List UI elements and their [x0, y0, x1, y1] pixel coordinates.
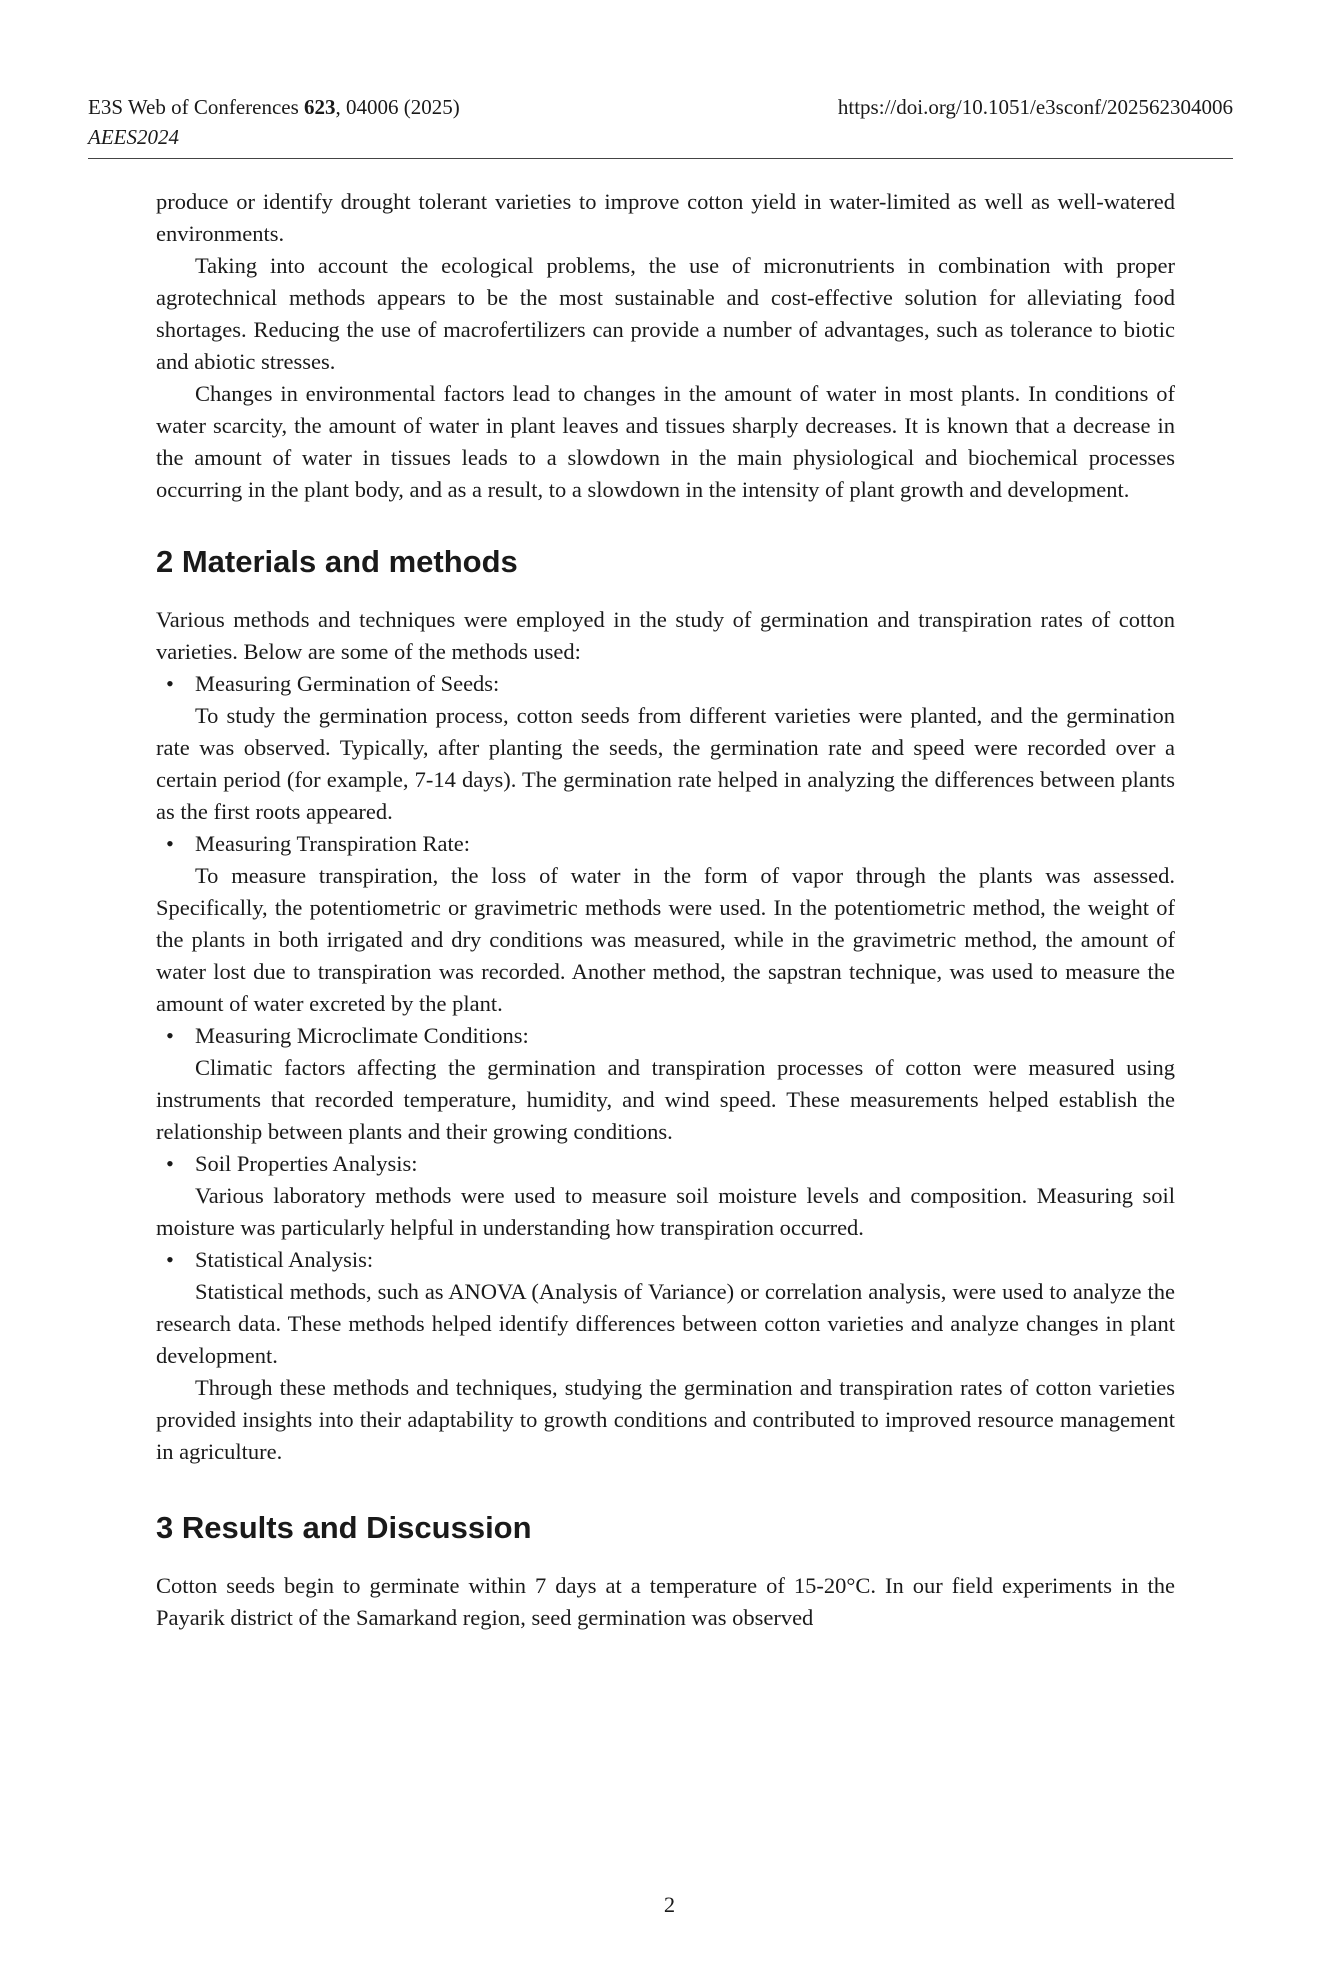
method-description: Various laboratory methods were used to measure soil moisture levels and composition. Measuring soil moisture was particularly helpful in understanding how transpiration occurred. — [156, 1183, 1175, 1240]
journal-citation — [88, 92, 460, 122]
intro-paragraph: Taking into account the ecological problems, the use of micronutrients in combination with proper agrotechnical methods appears to be the most sustainable and cost-effective solution for alleviating food shortages. Reducing the use of macrofertilizers can provide a number of advantages, such as tolerance to biotic and abiotic stresses. — [156, 253, 1175, 374]
method-bullet — [156, 1148, 1175, 1180]
bullet-icon: • — [166, 671, 174, 696]
bullet-icon: • — [166, 1247, 174, 1272]
bullet-icon: • — [166, 831, 174, 856]
method-description: Statistical methods, such as ANOVA (Analysis of Variance) or correlation analysis, were used to analyze the research data. These methods helped identify differences between cotton varieties and analyze changes in plant development. — [156, 1279, 1175, 1368]
method-title: Statistical Analysis: — [195, 1247, 374, 1272]
method-title: Measuring Transpiration Rate: — [195, 831, 470, 856]
section-heading-results: 3 Results and Discussion — [156, 1510, 532, 1545]
method-title: Measuring Germination of Seeds: — [195, 671, 500, 696]
page-body — [156, 186, 1175, 1634]
method-title: Measuring Microclimate Conditions: — [195, 1023, 529, 1048]
running-header — [88, 92, 1233, 159]
method-description: To measure transpiration, the loss of water in the form of vapor through the plants was assessed. Specifically, the potentiometric or gravimetric methods were used. In the potentiometric method, the weight of the plants in both irrigated and dry conditions was measured, while in the gravimetric method, the amount of water lost due to transpiration was recorded. Another method, the sapstran technique, was used to measure the amount of water excreted by the plant. — [156, 863, 1175, 1016]
journal-volume: 623 — [304, 95, 336, 119]
bullet-icon: • — [166, 1023, 174, 1048]
article-info: , 04006 (2025) — [335, 95, 460, 119]
results-paragraph: Cotton seeds begin to germinate within 7 days at a temperature of 15-20°C. In our field experiments in the Payarik district of the Samarkand region, seed germination was observed — [156, 1573, 1175, 1630]
bullet-icon: • — [166, 1151, 174, 1176]
method-description: Climatic factors affecting the germination and transpiration processes of cotton were measured using instruments that recorded temperature, humidity, and wind speed. These measurements helped establish the relationship between plants and their growing conditions. — [156, 1055, 1175, 1144]
method-bullet — [156, 1244, 1175, 1276]
method-description: To study the germination process, cotton seeds from different varieties were planted, and the germination rate was observed. Typically, after planting the seeds, the germination rate and speed were recorded over a certain period (for example, 7-14 days). The germination rate helped in analyzing the differences between plants as the first roots appeared. — [156, 703, 1175, 824]
section-heading-materials: 2 Materials and methods — [156, 544, 518, 579]
intro-paragraph: Changes in environmental factors lead to changes in the amount of water in most plants. In conditions of water scarcity, the amount of water in plant leaves and tissues sharply decreases. It is known that a decrease in the amount of water in tissues leads to a slowdown in the main physiological and biochemical processes occurring in the plant body, and as a result, to a slowdown in the intensity of plant growth and development. — [156, 381, 1175, 502]
conference-name: AEES2024 — [88, 125, 179, 149]
page-number: 2 — [663, 1892, 676, 1917]
method-title: Soil Properties Analysis: — [195, 1151, 418, 1176]
journal-name: E3S Web of Conferences — [88, 95, 305, 119]
method-bullet — [156, 828, 1175, 860]
method-bullet — [156, 1020, 1175, 1052]
method-bullet — [156, 668, 1175, 700]
intro-paragraph: produce or identify drought tolerant varieties to improve cotton yield in water-limited as well as well-watered environments. — [156, 189, 1175, 246]
methods-conclusion: Through these methods and techniques, studying the germination and transpiration rates of cotton varieties provided insights into their adaptability to growth conditions and contributed to improved resource management in agriculture. — [156, 1375, 1175, 1464]
doi-link[interactable]: https://doi.org/10.1051/e3sconf/202562304006 — [837, 95, 1233, 119]
methods-intro: Various methods and techniques were employed in the study of germination and transpiration rates of cotton varieties. Below are some of the methods used: — [156, 607, 1175, 664]
